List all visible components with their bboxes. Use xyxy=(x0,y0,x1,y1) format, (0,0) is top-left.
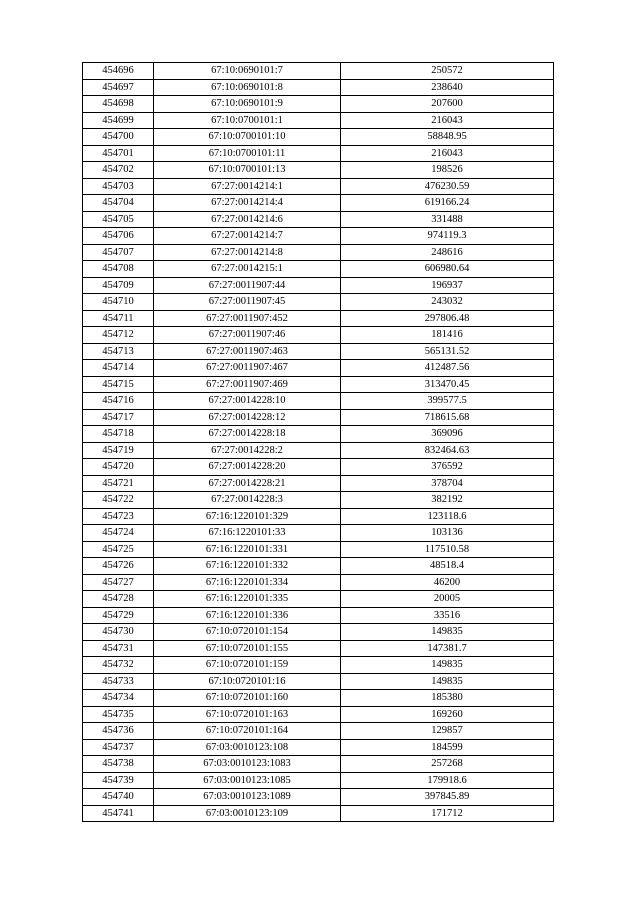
row-id-cell: 454732 xyxy=(83,657,154,674)
cadastral-number-cell: 67:03:0010123:109 xyxy=(154,805,341,822)
value-cell: 297806.48 xyxy=(341,310,554,327)
table-row xyxy=(83,789,554,806)
table-row xyxy=(83,310,554,327)
cadastral-number-cell: 67:10:0690101:8 xyxy=(154,79,341,96)
cadastral-number-cell: 67:10:0720101:16 xyxy=(154,673,341,690)
value-cell: 238640 xyxy=(341,79,554,96)
cadastral-number-cell: 67:27:0011907:452 xyxy=(154,310,341,327)
row-id-cell: 454705 xyxy=(83,211,154,228)
row-id-cell: 454724 xyxy=(83,525,154,542)
row-id-cell: 454703 xyxy=(83,178,154,195)
table-row xyxy=(83,343,554,360)
table-row xyxy=(83,327,554,344)
table-row xyxy=(83,261,554,278)
table-row xyxy=(83,211,554,228)
value-cell: 257268 xyxy=(341,756,554,773)
value-cell: 123118.6 xyxy=(341,508,554,525)
table-row xyxy=(83,723,554,740)
cadastral-number-cell: 67:03:0010123:108 xyxy=(154,739,341,756)
table-row xyxy=(83,508,554,525)
table-row xyxy=(83,640,554,657)
value-cell: 313470.45 xyxy=(341,376,554,393)
table-row xyxy=(83,558,554,575)
cadastral-number-cell: 67:10:0690101:9 xyxy=(154,96,341,113)
row-id-cell: 454714 xyxy=(83,360,154,377)
cadastral-number-cell: 67:27:0014228:20 xyxy=(154,459,341,476)
value-cell: 331488 xyxy=(341,211,554,228)
row-id-cell: 454699 xyxy=(83,112,154,129)
table-row xyxy=(83,228,554,245)
cadastral-number-cell: 67:27:0011907:467 xyxy=(154,360,341,377)
value-cell: 184599 xyxy=(341,739,554,756)
table-row xyxy=(83,244,554,261)
value-cell: 169260 xyxy=(341,706,554,723)
table-row xyxy=(83,805,554,822)
value-cell: 33516 xyxy=(341,607,554,624)
row-id-cell: 454697 xyxy=(83,79,154,96)
cadastral-number-cell: 67:10:0700101:11 xyxy=(154,145,341,162)
table-row xyxy=(83,541,554,558)
value-cell: 619166.24 xyxy=(341,195,554,212)
table-row xyxy=(83,442,554,459)
value-cell: 378704 xyxy=(341,475,554,492)
row-id-cell: 454706 xyxy=(83,228,154,245)
row-id-cell: 454729 xyxy=(83,607,154,624)
row-id-cell: 454710 xyxy=(83,294,154,311)
row-id-cell: 454700 xyxy=(83,129,154,146)
value-cell: 129857 xyxy=(341,723,554,740)
cadastral-number-cell: 67:10:0720101:164 xyxy=(154,723,341,740)
value-cell: 149835 xyxy=(341,657,554,674)
row-id-cell: 454716 xyxy=(83,393,154,410)
table-row xyxy=(83,360,554,377)
table-row xyxy=(83,129,554,146)
table-row xyxy=(83,574,554,591)
value-cell: 185380 xyxy=(341,690,554,707)
value-cell: 974119.3 xyxy=(341,228,554,245)
value-cell: 832464.63 xyxy=(341,442,554,459)
cadastral-number-cell: 67:16:1220101:331 xyxy=(154,541,341,558)
cadastral-number-cell: 67:16:1220101:332 xyxy=(154,558,341,575)
table-row xyxy=(83,772,554,789)
value-cell: 250572 xyxy=(341,63,554,80)
value-cell: 476230.59 xyxy=(341,178,554,195)
value-cell: 20005 xyxy=(341,591,554,608)
value-cell: 248616 xyxy=(341,244,554,261)
value-cell: 376592 xyxy=(341,459,554,476)
value-cell: 48518.4 xyxy=(341,558,554,575)
row-id-cell: 454712 xyxy=(83,327,154,344)
row-id-cell: 454727 xyxy=(83,574,154,591)
row-id-cell: 454721 xyxy=(83,475,154,492)
row-id-cell: 454735 xyxy=(83,706,154,723)
cadastral-number-cell: 67:27:0014214:4 xyxy=(154,195,341,212)
cadastral-number-cell: 67:27:0014228:21 xyxy=(154,475,341,492)
value-cell: 46200 xyxy=(341,574,554,591)
cadastral-number-cell: 67:03:0010123:1083 xyxy=(154,756,341,773)
value-cell: 179918.6 xyxy=(341,772,554,789)
value-cell: 207600 xyxy=(341,96,554,113)
row-id-cell: 454715 xyxy=(83,376,154,393)
value-cell: 399577.5 xyxy=(341,393,554,410)
value-cell: 149835 xyxy=(341,624,554,641)
row-id-cell: 454704 xyxy=(83,195,154,212)
table-row xyxy=(83,393,554,410)
cadastral-number-cell: 67:27:0011907:463 xyxy=(154,343,341,360)
row-id-cell: 454698 xyxy=(83,96,154,113)
table-row xyxy=(83,376,554,393)
row-id-cell: 454740 xyxy=(83,789,154,806)
cadastral-number-cell: 67:27:0014228:3 xyxy=(154,492,341,509)
cadastral-number-cell: 67:27:0014214:8 xyxy=(154,244,341,261)
cadastral-number-cell: 67:27:0011907:44 xyxy=(154,277,341,294)
value-cell: 565131.52 xyxy=(341,343,554,360)
table-row xyxy=(83,607,554,624)
cadastral-number-cell: 67:27:0014228:10 xyxy=(154,393,341,410)
row-id-cell: 454702 xyxy=(83,162,154,179)
row-id-cell: 454736 xyxy=(83,723,154,740)
value-cell: 198526 xyxy=(341,162,554,179)
value-cell: 147381.7 xyxy=(341,640,554,657)
table-row xyxy=(83,673,554,690)
table-row xyxy=(83,706,554,723)
table-row xyxy=(83,525,554,542)
table-row xyxy=(83,178,554,195)
table-row xyxy=(83,591,554,608)
row-id-cell: 454717 xyxy=(83,409,154,426)
table-row xyxy=(83,475,554,492)
table-row xyxy=(83,492,554,509)
cadastral-number-cell: 67:27:0014228:12 xyxy=(154,409,341,426)
row-id-cell: 454731 xyxy=(83,640,154,657)
table-row xyxy=(83,756,554,773)
value-cell: 606980.64 xyxy=(341,261,554,278)
row-id-cell: 454739 xyxy=(83,772,154,789)
cadastral-number-cell: 67:27:0011907:45 xyxy=(154,294,341,311)
cadastral-number-cell: 67:27:0014215:1 xyxy=(154,261,341,278)
value-cell: 397845.89 xyxy=(341,789,554,806)
value-cell: 382192 xyxy=(341,492,554,509)
value-cell: 58848.95 xyxy=(341,129,554,146)
row-id-cell: 454730 xyxy=(83,624,154,641)
table-row xyxy=(83,459,554,476)
table-row xyxy=(83,294,554,311)
table-row xyxy=(83,79,554,96)
cadastral-number-cell: 67:16:1220101:33 xyxy=(154,525,341,542)
cadastral-number-cell: 67:27:0014228:18 xyxy=(154,426,341,443)
cadastral-number-cell: 67:16:1220101:335 xyxy=(154,591,341,608)
row-id-cell: 454711 xyxy=(83,310,154,327)
table-row xyxy=(83,624,554,641)
value-cell: 181416 xyxy=(341,327,554,344)
table-row xyxy=(83,162,554,179)
cadastral-number-cell: 67:27:0011907:469 xyxy=(154,376,341,393)
value-cell: 718615.68 xyxy=(341,409,554,426)
table-row xyxy=(83,63,554,80)
cadastral-number-cell: 67:27:0011907:46 xyxy=(154,327,341,344)
row-id-cell: 454722 xyxy=(83,492,154,509)
cadastral-number-cell: 67:10:0720101:163 xyxy=(154,706,341,723)
table-row xyxy=(83,739,554,756)
value-cell: 171712 xyxy=(341,805,554,822)
table-row xyxy=(83,96,554,113)
row-id-cell: 454737 xyxy=(83,739,154,756)
table-row xyxy=(83,409,554,426)
cadastral-number-cell: 67:10:0690101:7 xyxy=(154,63,341,80)
row-id-cell: 454741 xyxy=(83,805,154,822)
table-row xyxy=(83,657,554,674)
cadastral-number-cell: 67:03:0010123:1089 xyxy=(154,789,341,806)
row-id-cell: 454713 xyxy=(83,343,154,360)
cadastral-number-cell: 67:10:0700101:10 xyxy=(154,129,341,146)
data-table xyxy=(82,62,554,822)
row-id-cell: 454738 xyxy=(83,756,154,773)
cadastral-number-cell: 67:10:0700101:13 xyxy=(154,162,341,179)
row-id-cell: 454734 xyxy=(83,690,154,707)
table-row xyxy=(83,145,554,162)
row-id-cell: 454733 xyxy=(83,673,154,690)
row-id-cell: 454701 xyxy=(83,145,154,162)
cadastral-number-cell: 67:10:0720101:154 xyxy=(154,624,341,641)
value-cell: 369096 xyxy=(341,426,554,443)
value-cell: 216043 xyxy=(341,112,554,129)
row-id-cell: 454719 xyxy=(83,442,154,459)
table-row xyxy=(83,277,554,294)
row-id-cell: 454725 xyxy=(83,541,154,558)
cadastral-number-cell: 67:10:0700101:1 xyxy=(154,112,341,129)
value-cell: 412487.56 xyxy=(341,360,554,377)
value-cell: 196937 xyxy=(341,277,554,294)
row-id-cell: 454696 xyxy=(83,63,154,80)
table-row xyxy=(83,426,554,443)
cadastral-number-cell: 67:16:1220101:336 xyxy=(154,607,341,624)
cadastral-number-cell: 67:10:0720101:160 xyxy=(154,690,341,707)
cadastral-number-cell: 67:27:0014214:7 xyxy=(154,228,341,245)
cadastral-number-cell: 67:03:0010123:1085 xyxy=(154,772,341,789)
row-id-cell: 454709 xyxy=(83,277,154,294)
cadastral-number-cell: 67:16:1220101:334 xyxy=(154,574,341,591)
cadastral-number-cell: 67:10:0720101:155 xyxy=(154,640,341,657)
row-id-cell: 454720 xyxy=(83,459,154,476)
cadastral-number-cell: 67:16:1220101:329 xyxy=(154,508,341,525)
table-row xyxy=(83,690,554,707)
value-cell: 216043 xyxy=(341,145,554,162)
cadastral-number-cell: 67:27:0014228:2 xyxy=(154,442,341,459)
row-id-cell: 454718 xyxy=(83,426,154,443)
value-cell: 243032 xyxy=(341,294,554,311)
cadastral-number-cell: 67:27:0014214:1 xyxy=(154,178,341,195)
value-cell: 117510.58 xyxy=(341,541,554,558)
table-row xyxy=(83,112,554,129)
cadastral-number-cell: 67:10:0720101:159 xyxy=(154,657,341,674)
value-cell: 103136 xyxy=(341,525,554,542)
value-cell: 149835 xyxy=(341,673,554,690)
table-row xyxy=(83,195,554,212)
cadastral-number-cell: 67:27:0014214:6 xyxy=(154,211,341,228)
row-id-cell: 454707 xyxy=(83,244,154,261)
row-id-cell: 454723 xyxy=(83,508,154,525)
row-id-cell: 454728 xyxy=(83,591,154,608)
table-body xyxy=(83,63,554,822)
row-id-cell: 454726 xyxy=(83,558,154,575)
row-id-cell: 454708 xyxy=(83,261,154,278)
